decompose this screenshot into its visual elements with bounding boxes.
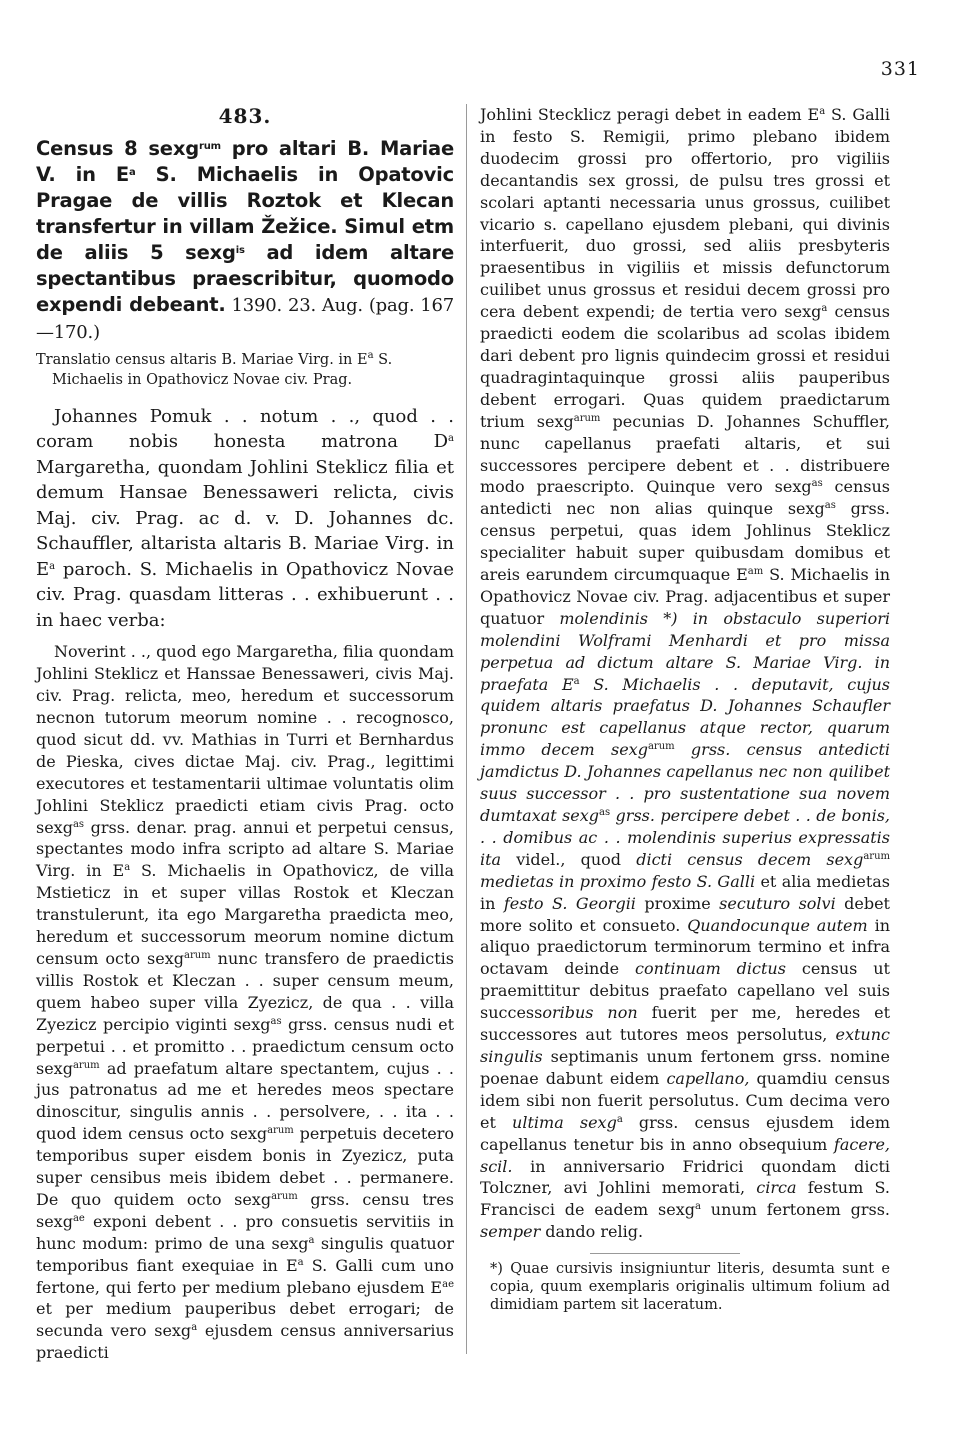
document-heading: Census 8 sexg$^{rum}$ pro altari B. Mariae V. in $E^a$ S. Michaelis in Opatovic Pragae de villis Roztok et Klecan transfertur in villam Žežice. Simul etm de aliis 5 sexg$^{is}$ ad idem altare spectantibus praescribitur, quomodo expendi debeant. 1390. 23. Aug. (pag. 167—170.) bbox=[36, 136, 454, 343]
charter-text-continued: Johlini Stecklicz peragi debet in eadem $E^a$ S. Galli in festo S. Remigii, primo plebano ibidem duodecim grossi pro offertorio, pro vigiliis decantandis sex grossi, de pulsu tres grossi et scolari aptanti necessaria unus grossus, cuilibet vicario s. capellano ejusdem plebani, qui divinis interfuerit, duo grossi, sed aliis presbyteris praesentibus in vigiliis et missis defunctorum cuilibet unus grossus et residui decem grossi pro cera debent expendi; de tertia vero sexg$^a$ census praedicti eodem die scolaribus ad scolas ibidem dari debent pro lignis quindecim grossi et residui quadragintaquinque grossi aliis pauperibus debent errogari. Quas quidem praedictarum trium sexg$^{arum}$ pecunias D. Johannes Schuffler, nunc capellanus praefati altaris, et sui successores percipere debent et . . distribuere modo praescripto. Quinque vero sexg$^{as}$ census antedicti nec non alias quinque sexg$^{as}$ grss. census perpetui, quas idem Johlinus Steklicz specialiter habuit super quibusdam domibus et areis earundem circumquaque $E^{am}$ S. Michaelis in Opathovicz Novae civ. Prag. adjacentibus et super quatuor molendinis *) in obstaculo superiori molendini Wolframi Menhardi et pro missa perpetua ad dictum altare S. Mariae Virg. in praefata $E^a$ S. Michaelis . . deputavit, cujus quidem altaris praefatus D. Johannes Schaufler pronunc est capellanus atque rector, quarum immo decem sexg$^{arum}$ grss. census antedicti jamdictus D. Johannes capellanus nec non quilibet suus successor . . pro sustentatione sua novem dumtaxat sexg$^{as}$ grss. percipere debet . . de bonis, . . domibus ac . . molendinis superius expressatis ita videl., quod dicti census decem sexg$^{arum}$ medietas in proximo festo S. Galli et alia medietas in festo S. Georgii proxime secuturo solvi debet more solito et consueto. Quandocunque autem in aliquo praedictorum terminorum termino et infra octavam deinde continuam dictus census ut praemittitur debitus praefato capellano vel suis successoribus non fuerit per me, heredes et successores aut tutores meos persolutus, extunc singulis septimanis unum fertonem grss. nomine poenae dabunt eidem capellano, quamdiu census idem sibi non fuerit persolutus. Cum decima vero et ultima sexg$^a$ grss. census ejusdem idem capellanus tenetur bis in anno obsequium facere, scil. in anniversario Fridrici quondam dicti Tolczner, avi Johlini memorati, circa festum S. Francisci de eadem sexg$^a$ unum fertonem grss. semper dando relig. bbox=[480, 105, 891, 1242]
translatio-note: Translatio census altaris B. Mariae Virg. in $E^a$ S. Michaelis in Opathovicz Novae civ. Prag. bbox=[36, 349, 393, 388]
left-column bbox=[36, 104, 454, 1364]
document-number: 483. bbox=[218, 104, 272, 128]
footnote: *) Quae cursivis insigniuntur literis, desumta sunt e copia, quum exemplaris originalis ultimum folium ad dimidiam partem sit laceratum. bbox=[490, 1261, 890, 1314]
column-divider bbox=[466, 104, 467, 1354]
heading-date: 1390. 23. Aug. (pag. 167—170.) bbox=[36, 294, 454, 343]
right-column bbox=[480, 104, 890, 1314]
italic-passage: molendinis *) in obstaculo superiori molendini Wolframi Menhardi et pro missa perpetua ad dictum altare S. Mariae Virg. in praefata E bbox=[480, 608, 891, 694]
footnote-divider bbox=[590, 1253, 740, 1254]
charter-text: Noverint . ., quod ego Margaretha, filia quondam Johlini Steklicz et Hanssae Benessaweri, civis Maj. civ. Prag. relicta, meo, heredum et successorum necnon tutorum meorum nomine . . recognosco, quod sicut dd. vv. Mathias in Turri et Bernhardus de Pieska, cives dictae Maj. civ. Prag., legittimi executores et testamentarii ultimae voluntatis olim Johlini Steklicz praedicti etiam civis Prag. octo sexg$^{as}$ grss. denar. prag. annui et perpetui census, spectantes modo infra scripto ad altare S. Mariae Virg. in $E^a$ S. Michaelis in Opathovicz, de villa Mstieticz in et super villas Rostok et Kleczan transtulerunt, ita ego Margaretha praedicta meo, heredum et successorum meorum nomine dictum censum octo sexg$^{arum}$ nunc transfero de praedictis villis Rostok et Kleczan . . super censum meum, quem habeo super villa Zyezicz, de qua . . villa Zyezicz percipio viginti sexg$^{as}$ grss. census nudi et perpetui . . et promitto . . praedictum censum octo sexg$^{arum}$ ad praefatum altare spectantem, cujus . . jus patronatus ad me et heredes meos spectare dinoscitur, singulis annis . . persolvere, . . ita . . quod idem census octo sexg$^{arum}$ perpetuis decetero temporibus super eisdem bonis in Zyezicz, puta super censibus meis ibidem debet . . permanere. De quo quidem octo sexg$^{arum}$ grss. censu tres sexg$^{ae}$ exponi debent . . pro consuetis servitiis in hunc modum: primo de una sexg$^a$ singulis quatuor temporibus fiant exequiae in $E^a$ S. Galli cum uno fertone, qui ferto per medium plebano ejusdem $E^{ae}$ et per medium pauperibus debet errogari; de secunda vero sexg$^a$ ejusdem census anniversarius praedicti bbox=[36, 642, 455, 1363]
page-number: 331 bbox=[880, 58, 920, 80]
intro-paragraph: Johannes Pomuk . . notum . ., quod . . coram nobis honesta matrona $D^a$ Margaretha, quondam Johlini Steklicz filia et demum Hansae Benessaweri relicta, civis Maj. civ. Prag. ac d. v. D. Johannes dc. Schauffler, altarista altaris B. Mariae Virg. in $E^a$ paroch. S. Michaelis in Opathovicz Novae civ. Prag. quasdam litteras . . exhibuerunt . . in haec verba: bbox=[36, 405, 454, 631]
